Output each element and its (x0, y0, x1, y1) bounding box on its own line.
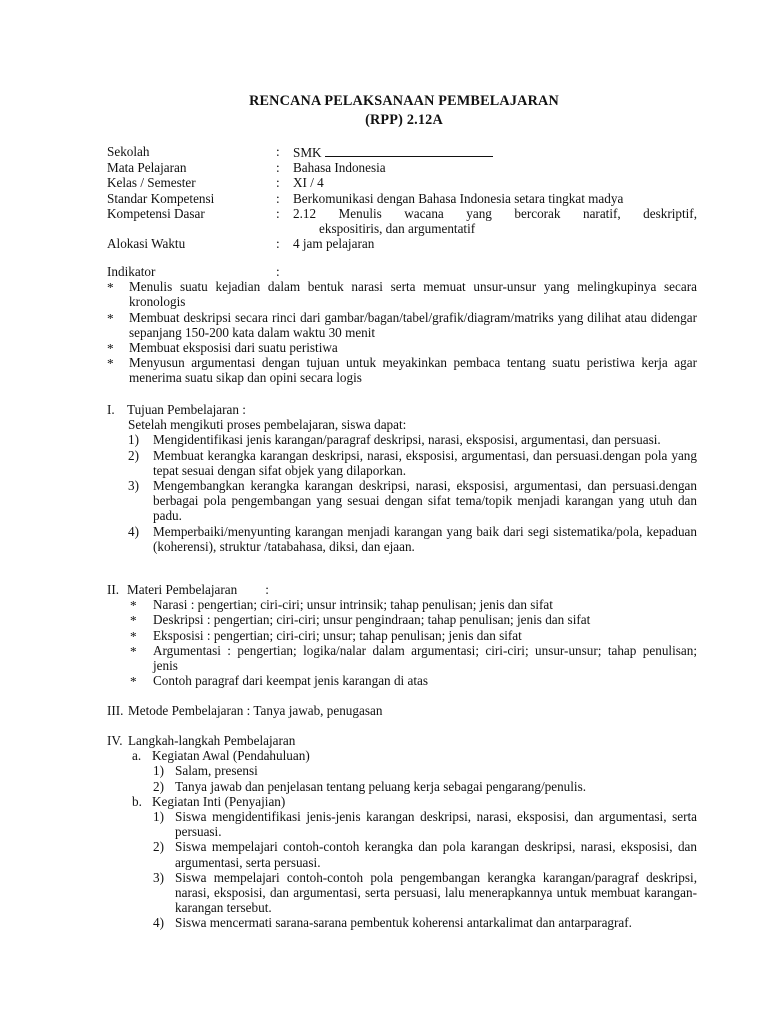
info-label: Sekolah (107, 144, 150, 159)
info-label: Mata Pelajaran (107, 160, 187, 176)
langkah-item: 1) Siswa mengidentifikasi jenis-jenis karangan deskripsi, narasi, eksposisi, dan argumentasi, serta persuasi. (153, 809, 697, 840)
bullet-asterisk: * (130, 643, 137, 659)
bullet-asterisk: * (107, 280, 114, 296)
info-value: Berkomunikasi dengan Bahasa Indonesia setara tingkat madya (293, 190, 624, 206)
langkah-item: 3) Siswa mempelajari contoh-contoh pola pengembangan kerangka karangan/paragraf deskripsi, narasi, eksposisi, dan argumentasi, serta persuasi, lalu menerapkannya untuk membuat karangan-karangan tersebut. (153, 869, 697, 916)
langkah-item: 2) Siswa mempelajari contoh-contoh kerangka dan pola karangan deskripsi, narasi, eksposisi, dan argumentasi, serta persuasi. (153, 839, 697, 870)
tujuan-item: 2) Membuat kerangka karangan deskripsi, narasi, eksposisi, argumentasi, dan persuasi.dengan pola yang tepat sesuai dengan sifat objek yang dilaporkan. (128, 447, 697, 478)
langkah-group: a. Kegiatan Awal (Pendahuluan) (132, 748, 310, 764)
tujuan-item: 3) Mengembangkan kerangka karangan deskripsi, narasi, eksposisi, argumentasi, dan persuasi.dengan berbagai pola pengembangan yang sesuai dengan sifat tema/topik menjadi karangan yang utuh dan padu. (128, 478, 697, 524)
indikator-item: * Membuat deskripsi secara rinci dari gambar/bagan/tabel/grafik/diagram/matriks yang dilihat atau didengar sepanjang 150-200 kata dalam waktu 30 menit (107, 309, 697, 340)
indikator-item: * Menyusun argumentasi dengan tujuan untuk meyakinkan pembaca tentang suatu peristiwa kerja agar menerima suatu sikap dan opini secara logis (107, 355, 697, 386)
info-label: Kelas / Semester (107, 175, 196, 191)
langkah-item: 2) Tanya jawab dan penjelasan tentang peluang kerja sebagai pengarang/penulis. (153, 778, 587, 794)
info-label: Alokasi Waktu (107, 236, 186, 252)
indikator-item: * Membuat eksposisi dari suatu peristiwa (107, 340, 338, 357)
item-number: 2) (153, 778, 164, 794)
item-number: 1) (153, 809, 164, 825)
info-value: XI / 4 (293, 175, 324, 191)
bullet-asterisk: * (130, 674, 137, 690)
indikator-label: Indikator (107, 264, 156, 279)
info-value: SMK (293, 144, 697, 160)
item-number: 4) (153, 915, 164, 931)
section-numeral: I. (107, 402, 115, 417)
materi-item: * Contoh paragraf dari keempat jenis karangan di atas (130, 673, 428, 690)
info-row-mata-pelajaran (107, 160, 697, 175)
tujuan-section (107, 402, 697, 554)
document-title: RENCANA PELAKSANAAN PEMBELAJARAN (249, 93, 559, 109)
indikator-heading (107, 264, 697, 279)
item-number: 3) (153, 869, 164, 885)
section-numeral: II. (107, 582, 120, 597)
info-colon: : (276, 264, 280, 279)
metode-section (107, 703, 697, 718)
info-colon: : (276, 175, 280, 191)
info-row-kelas-semester (107, 175, 697, 190)
blank-underline (325, 144, 493, 157)
tujuan-intro: Setelah mengikuti proses pembelajaran, siswa dapat: (128, 417, 407, 433)
materi-item: * Argumentasi : pengertian; logika/nalar dalam argumentasi; ciri-ciri; unsur-unsur; tahap penulisan; jenis (130, 642, 697, 674)
info-colon: : (276, 144, 280, 159)
info-colon: : (276, 160, 280, 176)
bullet-asterisk: * (130, 598, 137, 614)
info-value-continued: ekspositiris, dan argumentatif (319, 221, 476, 237)
identity-table (107, 144, 697, 251)
materi-item: * Deskripsi : pengertian; ciri-ciri; unsur pengindraan; tahap penulisan; jenis dan sifat (130, 612, 591, 629)
section-heading: IV. Langkah-langkah Pembelajaran (107, 733, 296, 748)
item-number: 3) (128, 478, 139, 494)
indikator-item: * Menulis suatu kejadian dalam bentuk narasi serta memuat unsur-unsur yang melingkupinya secara kronologis (107, 279, 697, 310)
tujuan-item: 1) Mengidentifikasi jenis karangan/paragraf deskripsi, narasi, eksposisi, argumentasi, dan persuasi. (128, 432, 661, 448)
section-numeral: III. (107, 703, 124, 718)
item-number: 2) (128, 447, 139, 463)
info-value: Bahasa Indonesia (293, 160, 386, 176)
document-subtitle: (RPP) 2.12A (365, 112, 443, 128)
bullet-asterisk: * (107, 341, 114, 357)
info-row-kompetensi-dasar (107, 206, 697, 236)
langkah-item: 4) Siswa mencermati sarana-sarana pembentuk koherensi antarkalimat dan antarparagraf. (153, 915, 632, 931)
section-heading: III. Metode Pembelajaran : Tanya jawab, penugasan (107, 703, 383, 718)
bullet-asterisk: * (130, 628, 137, 644)
materi-item: * Eksposisi : pengertian; ciri-ciri; unsur; tahap penulisan; jenis dan sifat (130, 627, 522, 644)
item-number: 4) (128, 523, 139, 539)
section-heading: II. Materi Pembelajaran : (107, 582, 269, 597)
section-heading: I. Tujuan Pembelajaran : (107, 402, 246, 417)
bullet-asterisk: * (130, 613, 137, 629)
item-number: 1) (153, 763, 164, 779)
info-colon: : (276, 236, 280, 252)
info-value: 4 jam pelajaran (293, 236, 375, 252)
info-colon: : (276, 205, 280, 221)
item-number: 1) (128, 432, 139, 448)
info-row-standar-kompetensi (107, 191, 697, 206)
info-row-alokasi-waktu (107, 236, 697, 251)
langkah-section (107, 733, 697, 931)
group-letter: b. (132, 793, 142, 809)
info-colon: : (276, 190, 280, 206)
group-letter: a. (132, 748, 142, 764)
info-row-sekolah (107, 144, 697, 160)
tujuan-item: 4) Memperbaiki/menyunting karangan menjadi karangan yang baik dari segi sistematika/pola, kepaduan (koherensi), struktur /tatabahasa, diksi, dan ejaan. (128, 523, 697, 554)
langkah-group: b. Kegiatan Inti (Penyajian) (132, 793, 286, 809)
materi-item: * Narasi : pengertian; ciri-ciri; unsur intrinsik; tahap penulisan; jenis dan sifat (130, 597, 553, 614)
materi-section (107, 582, 697, 688)
indikator-section (107, 264, 697, 386)
section-numeral: IV. (107, 733, 123, 748)
item-number: 2) (153, 839, 164, 855)
info-label: Kompetensi Dasar (107, 205, 205, 221)
langkah-item: 1) Salam, presensi (153, 763, 258, 779)
info-value: 2.12 Menulis wacana yang bercorak naratif, deskriptif, (293, 205, 697, 221)
bullet-asterisk: * (107, 310, 114, 326)
bullet-asterisk: * (107, 356, 114, 372)
info-label: Standar Kompetensi (107, 190, 215, 206)
